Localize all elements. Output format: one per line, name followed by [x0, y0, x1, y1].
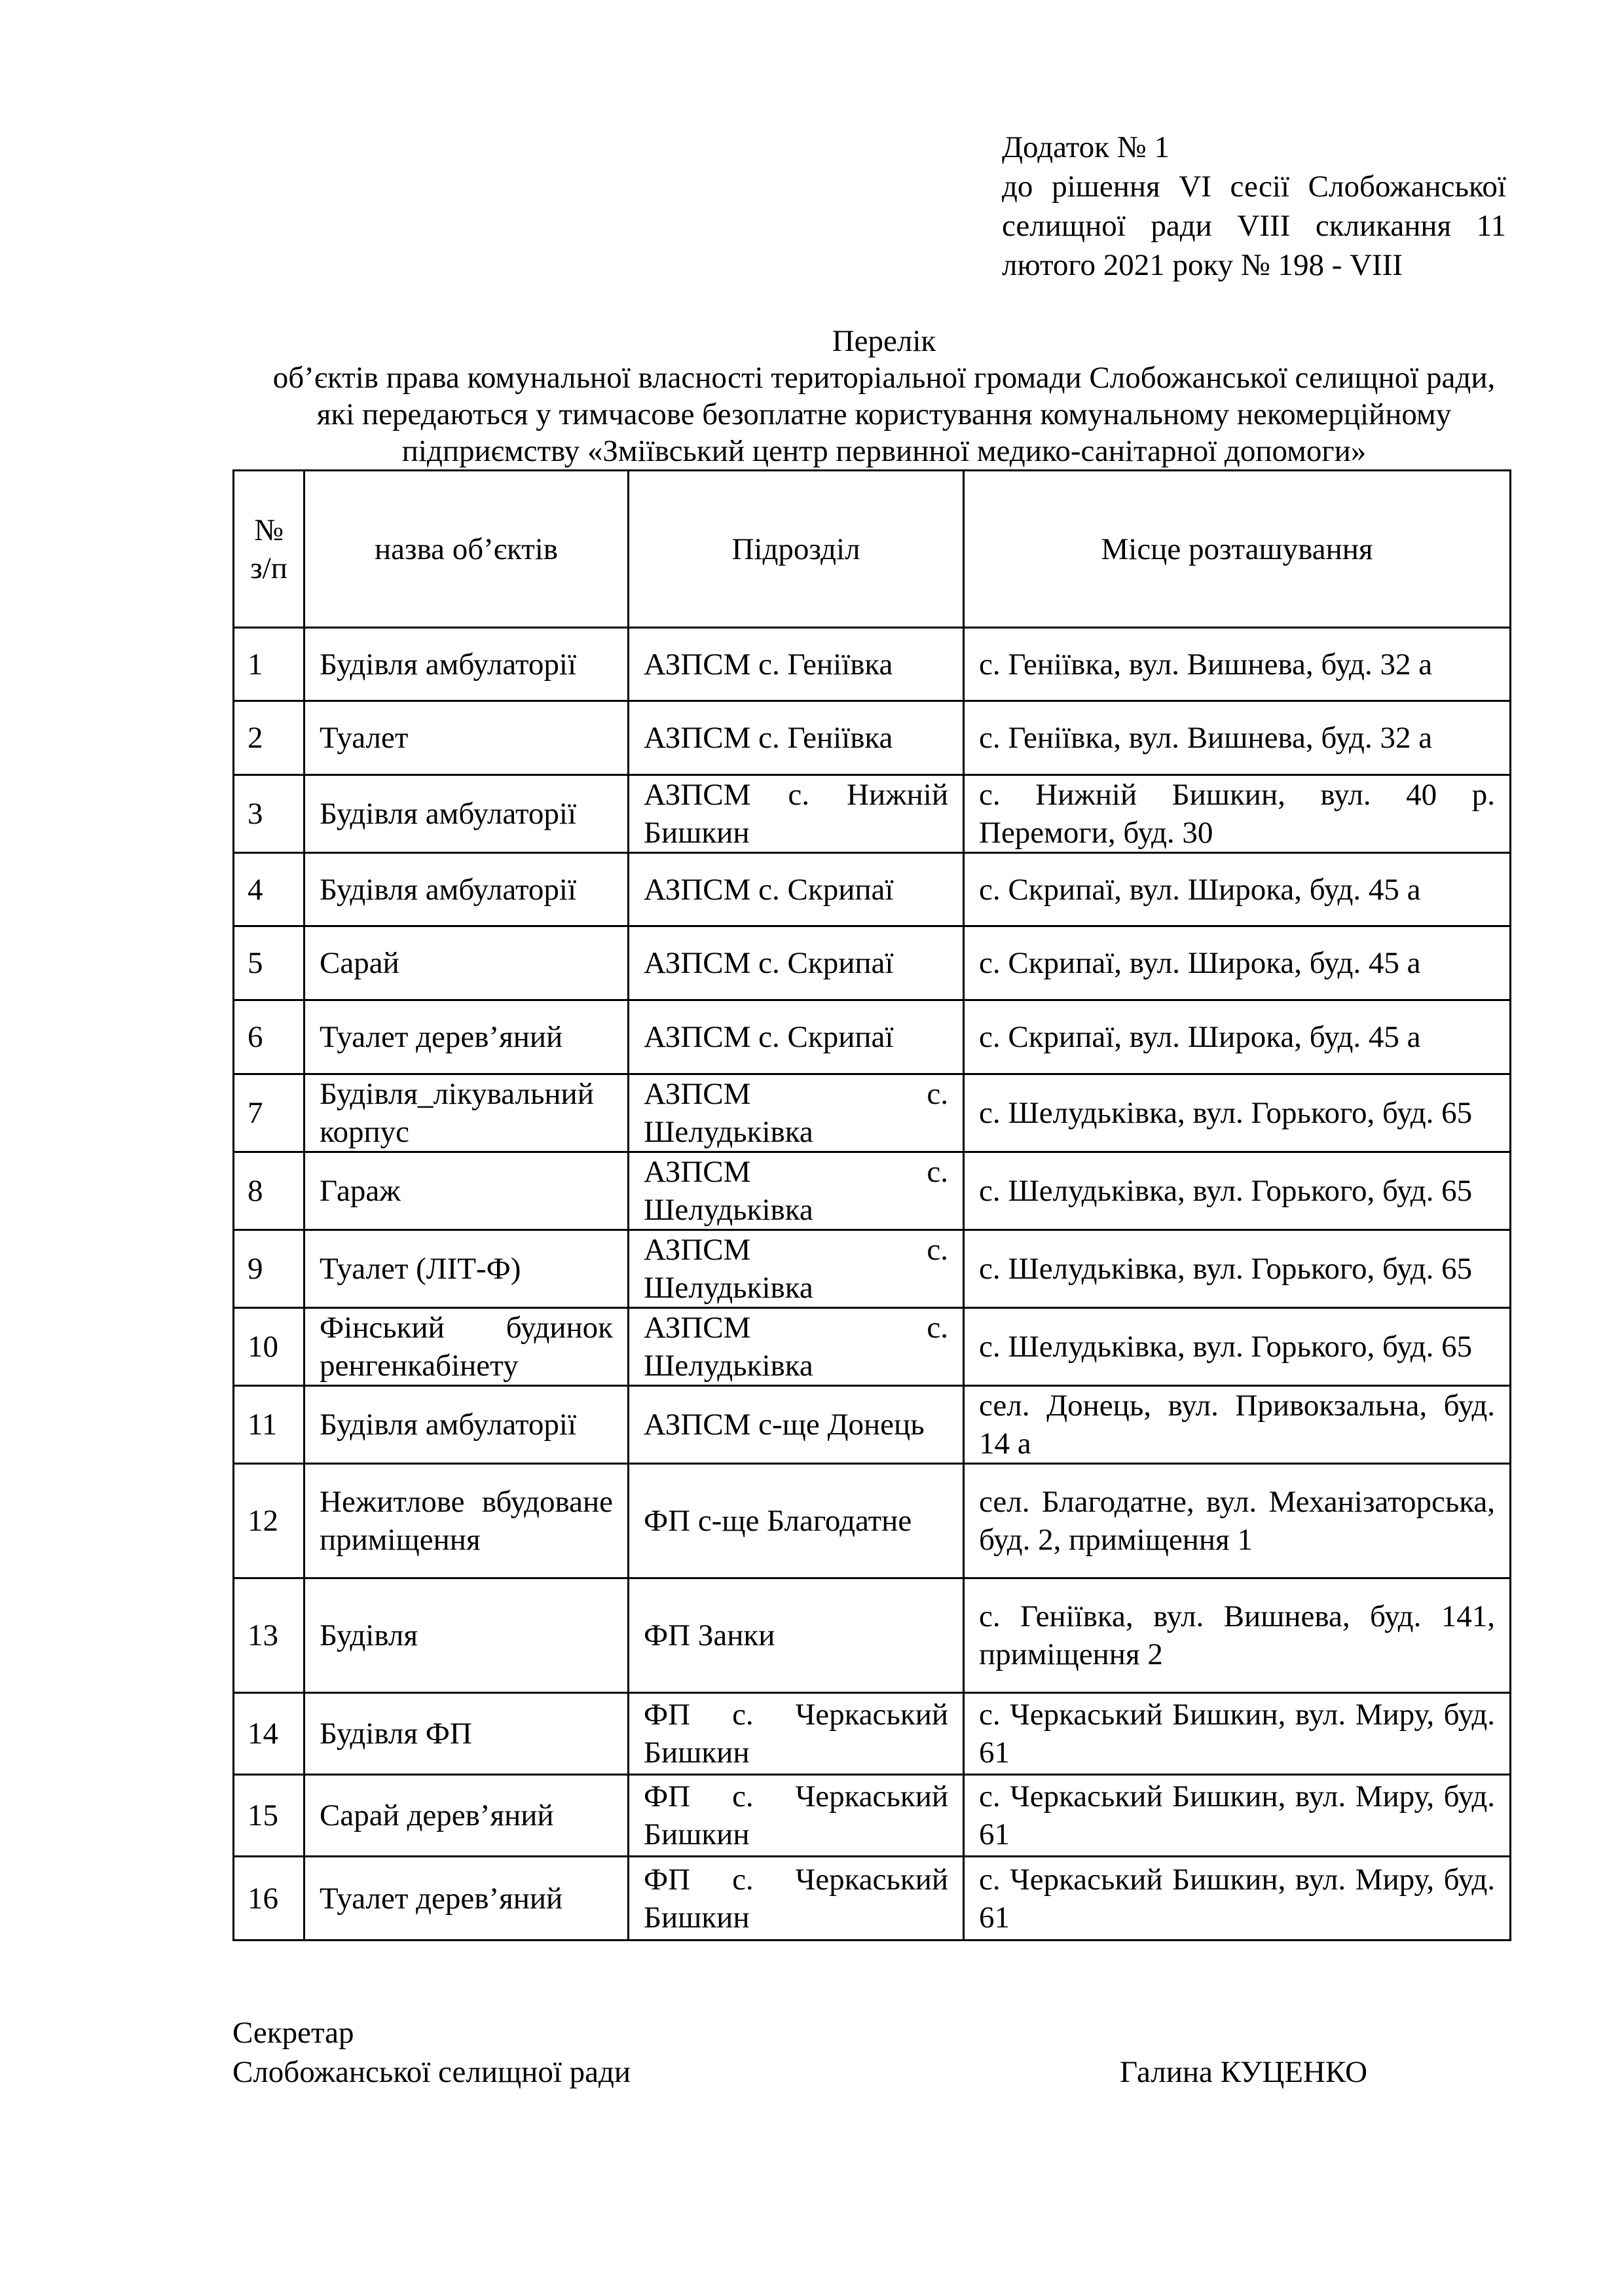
row-object-name: Туалет дерев’яний: [304, 1000, 629, 1074]
row-unit: ФП Занки: [629, 1578, 964, 1693]
row-unit: АЗПСМ с-ще Донець: [629, 1386, 964, 1464]
row-number: 7: [234, 1074, 304, 1152]
row-unit: АЗПСМ с. Геніївка: [629, 628, 964, 701]
row-object-name: Туалет (ЛІТ-Ф): [304, 1230, 629, 1308]
row-object-name: Сарай дерев’яний: [304, 1775, 629, 1857]
table-row: [234, 1857, 1511, 1941]
row-location: с. Геніївка, вул. Вишнева, буд. 32 а: [964, 701, 1511, 775]
row-location: с. Шелудьківка, вул. Горького, буд. 65: [964, 1074, 1511, 1152]
table-row: [234, 1152, 1511, 1230]
title-line-1: об’єктів права комунальної власності територіальної громади Слобожанської селищної ради,: [272, 361, 1496, 395]
row-location: с. Скрипаї, вул. Широка, буд. 45 а: [964, 926, 1511, 1000]
row-location: сел. Благодатне, вул. Механізаторська, буд. 2, приміщення 1: [964, 1464, 1511, 1578]
row-unit: АЗПСМ с. Геніївка: [629, 701, 964, 775]
table-row: [234, 775, 1511, 853]
row-unit: АЗПСМ с. Шелудьківка: [629, 1152, 964, 1230]
header-number-sign: №: [254, 513, 284, 547]
row-location: с. Шелудьківка, вул. Горького, буд. 65: [964, 1230, 1511, 1308]
table-row: [234, 1578, 1511, 1693]
row-unit: АЗПСМ с. Шелудьківка: [629, 1230, 964, 1308]
table-body: [234, 628, 1511, 1941]
table-row: [234, 1074, 1511, 1152]
table-row: [234, 628, 1511, 701]
header-object-name: назва об’єктів: [304, 471, 629, 628]
row-number: 4: [234, 853, 304, 926]
row-object-name: Будівля амбулаторії: [304, 853, 629, 926]
annex-number: Додаток № 1: [1002, 130, 1170, 164]
row-location: с. Скрипаї, вул. Широка, буд. 45 а: [964, 1000, 1511, 1074]
row-object-name: Фінський будинок ренгенкабінету: [304, 1308, 629, 1386]
table-row: [234, 1693, 1511, 1775]
row-number: 6: [234, 1000, 304, 1074]
row-object-name: Будівля ФП: [304, 1693, 629, 1775]
title-line-2: які передаються у тимчасове безоплатне користування комунальному некомерційному: [316, 397, 1452, 431]
header-unit: Підрозділ: [629, 471, 964, 628]
row-unit: ФП с. Черкаський Бишкин: [629, 1693, 964, 1775]
table-row: [234, 1386, 1511, 1464]
row-unit: ФП с. Черкаський Бишкин: [629, 1775, 964, 1857]
row-object-name: Будівля амбулаторії: [304, 1386, 629, 1464]
annex-decision-line-3: лютого 2021 року № 198 - VIII: [1002, 248, 1403, 282]
row-location: с. Черкаський Бишкин, вул. Миру, буд. 61: [964, 1775, 1511, 1857]
row-number: 3: [234, 775, 304, 853]
table-row: [234, 1464, 1511, 1578]
table-row: [234, 926, 1511, 1000]
row-object-name: Сарай: [304, 926, 629, 1000]
table-row: [234, 1000, 1511, 1074]
row-number: 1: [234, 628, 304, 701]
row-number: 8: [234, 1152, 304, 1230]
objects-table: [232, 469, 1511, 1941]
row-number: 16: [234, 1857, 304, 1941]
table-row: [234, 1230, 1511, 1308]
signature-name: Галина КУЦЕНКО: [1120, 2055, 1368, 2089]
row-number: 10: [234, 1308, 304, 1386]
row-location: с. Геніївка, вул. Вишнева, буд. 141, приміщення 2: [964, 1578, 1511, 1693]
row-unit: АЗПСМ с. Скрипаї: [629, 1000, 964, 1074]
signature-council: Слобожанської селищної ради: [232, 2055, 631, 2089]
row-location: с. Геніївка, вул. Вишнева, буд. 32 а: [964, 628, 1511, 701]
row-location: сел. Донець, вул. Привокзальна, буд. 14 а: [964, 1386, 1511, 1464]
signature-position: [232, 2013, 631, 2092]
row-unit: ФП с. Черкаський Бишкин: [629, 1857, 964, 1941]
row-location: с. Шелудьківка, вул. Горького, буд. 65: [964, 1308, 1511, 1386]
row-location: с. Нижній Бишкин, вул. 40 р. Перемоги, буд. 30: [964, 775, 1511, 853]
row-location: с. Черкаський Бишкин, вул. Миру, буд. 61: [964, 1693, 1511, 1775]
row-number: 12: [234, 1464, 304, 1578]
table-row: [234, 1308, 1511, 1386]
row-number: 14: [234, 1693, 304, 1775]
header-number-abbr: з/п: [250, 551, 287, 585]
annex-decision-line-2: селищної ради VIII скликання 11: [1002, 209, 1506, 243]
row-number: 9: [234, 1230, 304, 1308]
row-unit: АЗПСМ с. Шелудьківка: [629, 1308, 964, 1386]
table-header-row: [234, 471, 1511, 628]
row-location: с. Черкаський Бишкин, вул. Миру, буд. 61: [964, 1857, 1511, 1941]
row-object-name: Будівля амбулаторії: [304, 628, 629, 701]
title-line-3: підприємству «Зміївський центр первинної медико-санітарної допомоги»: [401, 434, 1367, 468]
table-row: [234, 853, 1511, 926]
table-row: [234, 1775, 1511, 1857]
row-number: 15: [234, 1775, 304, 1857]
row-unit: АЗПСМ с. Скрипаї: [629, 926, 964, 1000]
row-unit: АЗПСМ с. Скрипаї: [629, 853, 964, 926]
row-unit: АЗПСМ с. Шелудьківка: [629, 1074, 964, 1152]
row-object-name: Будівля амбулаторії: [304, 775, 629, 853]
row-number: 2: [234, 701, 304, 775]
row-object-name: Нежитлове вбудоване приміщення: [304, 1464, 629, 1578]
row-number: 5: [234, 926, 304, 1000]
signature-title: Секретар: [232, 2016, 354, 2050]
row-object-name: Гараж: [304, 1152, 629, 1230]
row-unit: АЗПСМ с. Нижній Бишкин: [629, 775, 964, 853]
header-location: Місце розташування: [964, 471, 1511, 628]
row-object-name: Туалет: [304, 701, 629, 775]
annex-decision-line-1: до рішення VI сесії Слобожанської: [1002, 170, 1506, 204]
header-number: [234, 471, 304, 628]
row-object-name: Будівля_лікувальний корпус: [304, 1074, 629, 1152]
title-heading: Перелік: [832, 324, 936, 358]
annex-reference: [1002, 128, 1506, 285]
row-location: с. Шелудьківка, вул. Горького, буд. 65: [964, 1152, 1511, 1230]
document-title: [196, 323, 1572, 469]
table-row: [234, 701, 1511, 775]
row-location: с. Скрипаї, вул. Широка, буд. 45 а: [964, 853, 1511, 926]
row-object-name: Туалет дерев’яний: [304, 1857, 629, 1941]
row-object-name: Будівля: [304, 1578, 629, 1693]
row-number: 13: [234, 1578, 304, 1693]
row-unit: ФП с-ще Благодатне: [629, 1464, 964, 1578]
row-number: 11: [234, 1386, 304, 1464]
